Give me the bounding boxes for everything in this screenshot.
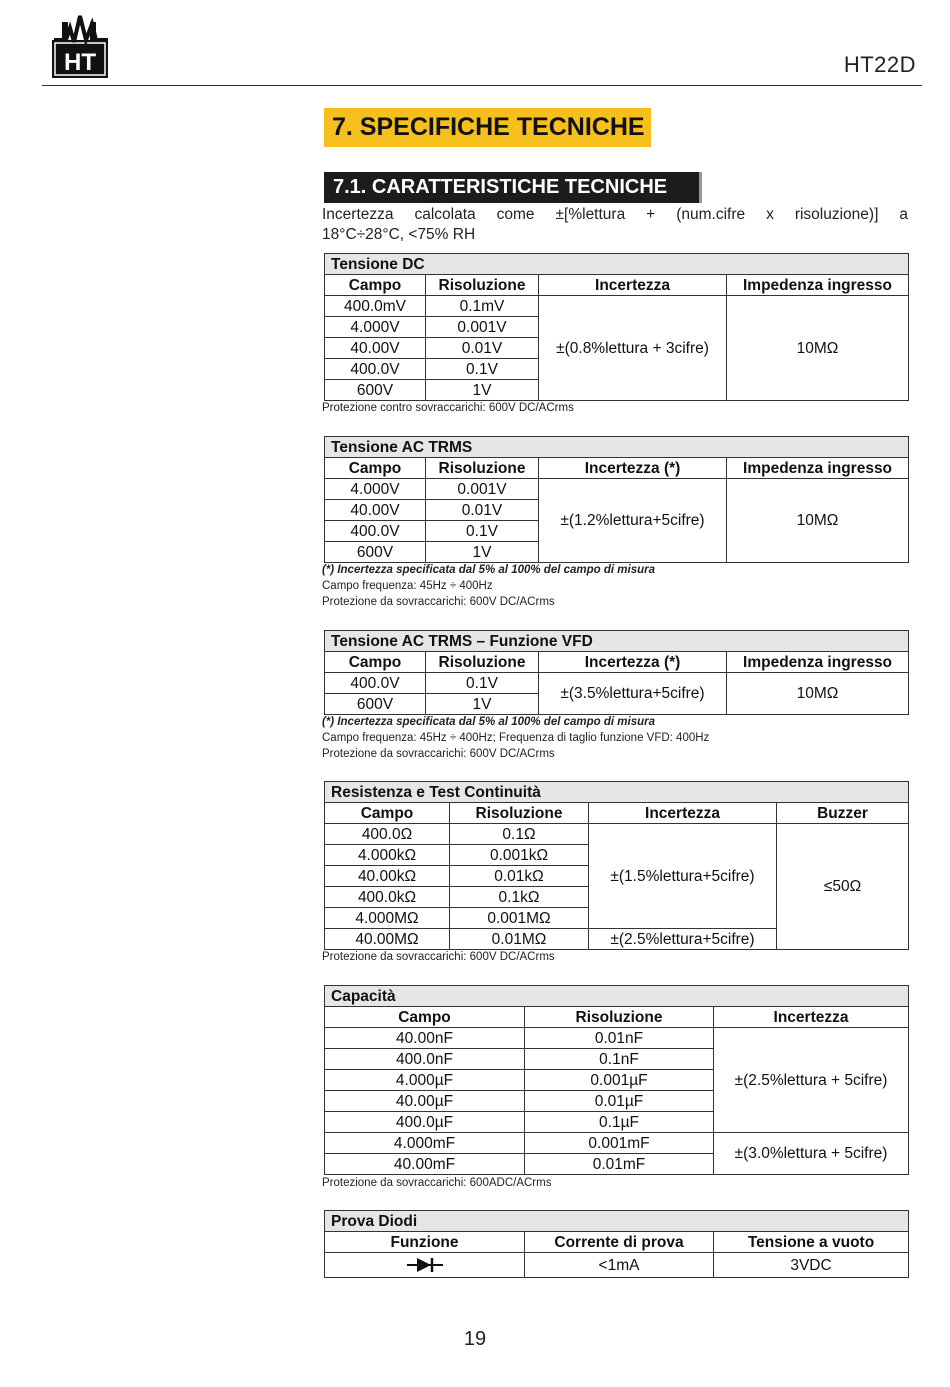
note-accuracy-star: (*) Incertezza specificata dal 5% al 100% del campo di misura <box>322 716 655 728</box>
range-cell: 400.0V <box>325 359 426 380</box>
range-cell: 40.00nF <box>325 1028 525 1049</box>
resolution-cell: 0.001mF <box>525 1133 714 1154</box>
resolution-cell: 0.01µF <box>525 1091 714 1112</box>
table-tensione-vfd <box>324 630 909 715</box>
range-cell: 40.00V <box>325 338 426 359</box>
model-name: HT22D <box>843 52 916 77</box>
range-cell: 4.000kΩ <box>325 845 450 866</box>
col-header: Risoluzione <box>426 275 539 296</box>
resolution-cell: 0.001V <box>426 317 539 338</box>
table-title: Tensione AC TRMS – Funzione VFD <box>325 631 909 652</box>
range-cell: 40.00mF <box>325 1154 525 1175</box>
range-cell: 4.000V <box>325 479 426 500</box>
table-capacita <box>324 985 909 1175</box>
range-cell: 400.0kΩ <box>325 887 450 908</box>
col-header: Campo <box>325 458 426 479</box>
note: Protezione da sovraccarichi: 600V DC/ACrms <box>322 951 555 963</box>
resolution-cell: 0.01kΩ <box>450 866 589 887</box>
range-cell: 400.0Ω <box>325 824 450 845</box>
resolution-cell: 0.01V <box>426 338 539 359</box>
resolution-cell: 1V <box>426 542 539 563</box>
note: Campo frequenza: 45Hz ÷ 400Hz <box>322 580 493 592</box>
subsection-title: 7.1. CARATTERISTICHE TECNICHE <box>324 172 702 203</box>
voltage-cell: 3VDC <box>714 1253 909 1278</box>
range-cell: 400.0nF <box>325 1049 525 1070</box>
resolution-cell: 0.001µF <box>525 1070 714 1091</box>
table-title: Capacità <box>325 986 909 1007</box>
resolution-cell: 0.1Ω <box>450 824 589 845</box>
accuracy-cell: ±(0.8%lettura + 3cifre) <box>539 296 727 401</box>
col-header: Impedenza ingresso <box>727 275 909 296</box>
accuracy-cell: ±(3.5%lettura+5cifre) <box>539 673 727 715</box>
impedance-cell: 10MΩ <box>727 479 909 563</box>
resolution-cell: 0.1mV <box>426 296 539 317</box>
buzzer-cell: ≤50Ω <box>777 824 909 950</box>
note: Protezione contro sovraccarichi: 600V DC/ACrms <box>322 402 574 414</box>
note: Campo frequenza: 45Hz ÷ 400Hz; Frequenza di taglio funzione VFD: 400Hz <box>322 732 710 744</box>
range-cell: 400.0mV <box>325 296 426 317</box>
range-cell: 4.000V <box>325 317 426 338</box>
range-cell: 400.0V <box>325 673 426 694</box>
page-number: 19 <box>463 1328 487 1350</box>
table-prova-diodi <box>324 1210 909 1278</box>
accuracy-cell: ±(2.5%lettura + 5cifre) <box>714 1028 909 1133</box>
table-title: Tensione DC <box>325 254 909 275</box>
col-header: Impedenza ingresso <box>727 458 909 479</box>
range-cell: 4.000MΩ <box>325 908 450 929</box>
range-cell: 40.00MΩ <box>325 929 450 950</box>
intro-text <box>322 205 908 245</box>
table-tensione-ac <box>324 436 909 563</box>
note: Protezione da sovraccarichi: 600ADC/ACrms <box>322 1177 552 1189</box>
range-cell: 40.00µF <box>325 1091 525 1112</box>
current-cell: <1mA <box>525 1253 714 1278</box>
col-header: Impedenza ingresso <box>727 652 909 673</box>
col-header: Campo <box>325 1007 525 1028</box>
col-header: Campo <box>325 803 450 824</box>
accuracy-cell: ±(2.5%lettura+5cifre) <box>589 929 777 950</box>
table-title: Tensione AC TRMS <box>325 437 909 458</box>
section-title: 7. SPECIFICHE TECNICHE <box>324 108 651 147</box>
resolution-cell: 0.001MΩ <box>450 908 589 929</box>
col-header: Incertezza (*) <box>539 652 727 673</box>
accuracy-cell: ±(1.2%lettura+5cifre) <box>539 479 727 563</box>
note: Protezione da sovraccarichi: 600V DC/ACrms <box>322 748 555 760</box>
ht-logo <box>52 10 108 78</box>
range-cell: 4.000µF <box>325 1070 525 1091</box>
resolution-cell: 0.001kΩ <box>450 845 589 866</box>
range-cell: 40.00V <box>325 500 426 521</box>
note-accuracy-star: (*) Incertezza specificata dal 5% al 100% del campo di misura <box>322 564 655 576</box>
col-header: Incertezza (*) <box>539 458 727 479</box>
impedance-cell: 10MΩ <box>727 673 909 715</box>
resolution-cell: 0.01MΩ <box>450 929 589 950</box>
col-header: Incertezza <box>589 803 777 824</box>
accuracy-cell: ±(1.5%lettura+5cifre) <box>589 824 777 929</box>
resolution-cell: 0.01mF <box>525 1154 714 1175</box>
range-cell: 600V <box>325 694 426 715</box>
resolution-cell: 1V <box>426 694 539 715</box>
table-tensione-dc <box>324 253 909 401</box>
col-header: Risoluzione <box>450 803 589 824</box>
resolution-cell: 0.01V <box>426 500 539 521</box>
accuracy-cell: ±(3.0%lettura + 5cifre) <box>714 1133 909 1175</box>
col-header: Tensione a vuoto <box>714 1232 909 1253</box>
resolution-cell: 0.1µF <box>525 1112 714 1133</box>
col-header: Campo <box>325 275 426 296</box>
resolution-cell: 0.1V <box>426 359 539 380</box>
range-cell: 600V <box>325 542 426 563</box>
col-header: Risoluzione <box>426 652 539 673</box>
col-header: Campo <box>325 652 426 673</box>
function-cell <box>325 1253 525 1278</box>
resolution-cell: 0.01nF <box>525 1028 714 1049</box>
col-header: Funzione <box>325 1232 525 1253</box>
col-header: Incertezza <box>539 275 727 296</box>
range-cell: 400.0V <box>325 521 426 542</box>
range-cell: 4.000mF <box>325 1133 525 1154</box>
resolution-cell: 0.1V <box>426 521 539 542</box>
resolution-cell: 0.1V <box>426 673 539 694</box>
resolution-cell: 0.1kΩ <box>450 887 589 908</box>
note: Protezione da sovraccarichi: 600V DC/ACrms <box>322 596 555 608</box>
range-cell: 40.00kΩ <box>325 866 450 887</box>
intro-line-2: 18°C÷28°C, <75% RH <box>322 226 476 243</box>
col-header: Buzzer <box>777 803 909 824</box>
col-header: Risoluzione <box>426 458 539 479</box>
resolution-cell: 0.1nF <box>525 1049 714 1070</box>
col-header: Incertezza <box>714 1007 909 1028</box>
diode-icon <box>407 1257 443 1273</box>
range-cell: 400.0µF <box>325 1112 525 1133</box>
logo-lettering: HT <box>64 49 96 76</box>
impedance-cell: 10MΩ <box>727 296 909 401</box>
table-resistenza <box>324 781 909 950</box>
range-cell: 600V <box>325 380 426 401</box>
intro-line-1: Incertezza calcolata come ±[%lettura + (num.cifre x risoluzione)] a <box>322 206 908 223</box>
col-header: Risoluzione <box>525 1007 714 1028</box>
resolution-cell: 1V <box>426 380 539 401</box>
col-header: Corrente di prova <box>525 1232 714 1253</box>
table-title: Prova Diodi <box>325 1211 909 1232</box>
resolution-cell: 0.001V <box>426 479 539 500</box>
header-rule <box>42 85 922 86</box>
table-title: Resistenza e Test Continuità <box>325 782 909 803</box>
